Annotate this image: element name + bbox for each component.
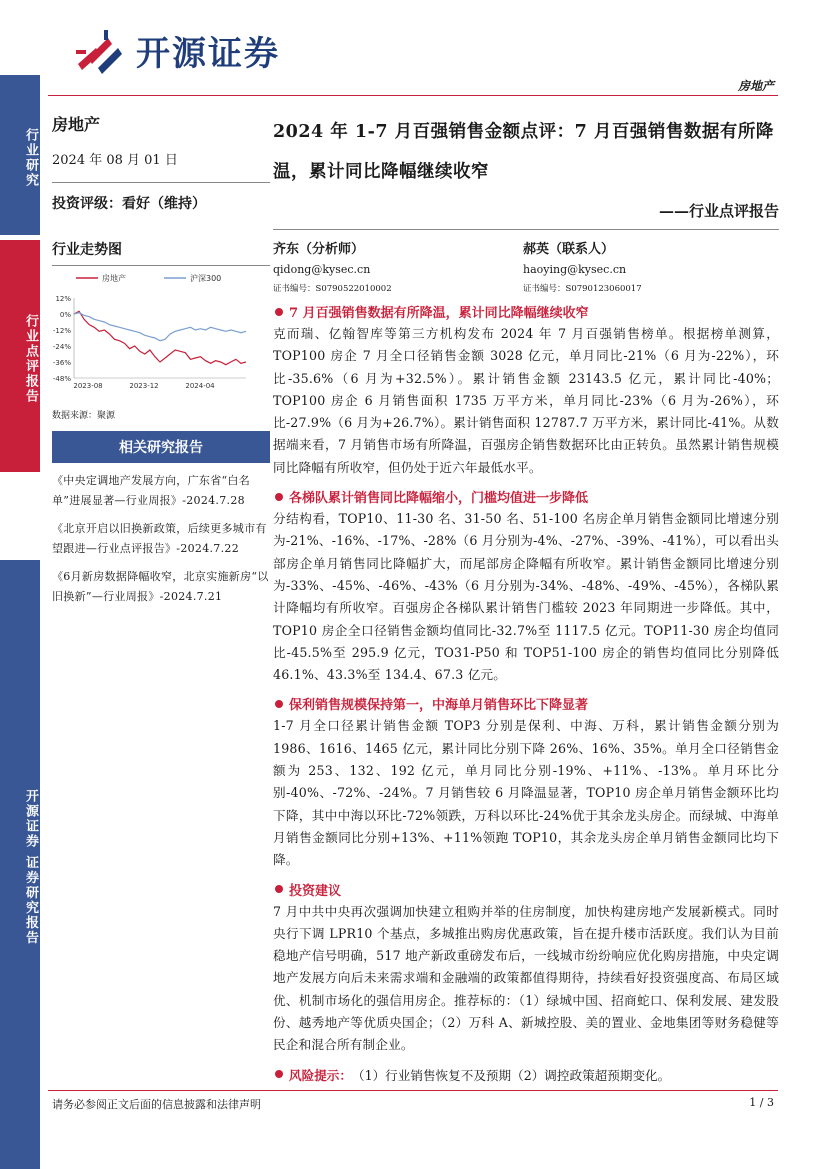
series-line [74,313,246,341]
section-heading: 保利销售规模保持第一，中海单月销售环比下降显著 [273,694,779,713]
header-sector: 房地产 [737,79,774,93]
section-body: 7 月中共中央再次强调加快建立租购并举的住房制度，加快构建房地产发展新模式。同时央行下调 LPR10 个基点，多城推出购房优惠政策，旨在提升楼市活跃度。我们认为目前稳地产信号明确，517 地产新政重磅发布后，一线城市纷纷响应优化购房措施，中央定调地产发展方向后未来需求端和金融端的政策都值得期待，持续看好投资强度高、布局区域优、机制市场化的强信用房企。推荐标的：（1）绿城中国、招商蛇口、保利发展、建发股份、越秀地产等优质央国企；（2）万科 A、新城控股、美的置业、金地集团等财务稳健等民企和混合所有制企业。 [273,903,779,1053]
risk-text: （1）行业销售恢复不及预期（2）调控政策超预期变化。 [351,1067,671,1083]
related-report-link[interactable]: 《北京开启以旧换新政策，后续更多城市有望跟进—行业点评报告》-2024.7.22 [52,522,267,555]
y-tick-label: -24% [52,343,71,351]
report-title: 2024 年 1-7 月百强销售金额点评：7 月百强销售数据有所降温，累计同比降幅继续收窄 [273,122,774,182]
series-line [74,311,246,364]
investment-rating: 投资评级：看好（维持） [52,196,206,212]
right-divider [273,229,779,230]
bullet-icon [275,1070,283,1078]
risk-warning [273,1065,779,1084]
related-report-link[interactable]: 《中央定调地产发展方向，广东省“白名单”进展显著—行业周报》-2024.7.28 [52,474,251,507]
bullet-icon [275,493,283,501]
trend-chart-title: 行业走势图 [52,239,270,266]
section-body: 分结构看，TOP10、11-30 名、31-50 名、51-100 名房企单月销售金额同比增速分别为-21%、-16%、-17%、-28%（6 月分别为-4%、-27%、-39%、-41%），可以看出头部房企单月销售同比降幅扩大，而尾部房企降幅有所收窄。累计销售金额同比增速分别为-33%、-45%、-46%、-43%（6 月分别为-34%、-48%、-49%、-45%），各梯队累计降幅均有所收窄。百强房企各梯队累计销售门槛较 2023 年同期进一步降低。其中，TOP10 房企全口径销售金额均值同比-32.7%至 1117.5 亿元。TOP11-30 房企均值同比-45.5%至 295.9 亿元，TO31-P50 和 TOP51-100 房企的销售均值同比分别降低 46.1%、43.3%至 134.4、67.3 亿元。 [273,511,779,683]
related-report-link[interactable]: 《6月新房数据降幅收窄，北京实施新房“以旧换新”—行业周报》-2024.7.21 [52,570,269,603]
legend-label: 沪深300 [190,274,222,283]
left-column [52,112,270,607]
report-type: ——行业点评报告 [658,202,779,220]
y-tick-label: 12% [55,295,71,303]
analyst-name: 齐东（分析师） [273,242,365,257]
related-reports-title: 相关研究报告 [52,431,270,463]
chart-source: 数据来源：聚源 [52,411,116,421]
brand-name: 开源证券 [136,34,280,74]
page-number: 1 / 3 [749,1096,774,1109]
bullet-icon [275,885,283,893]
section-heading: 7 月百强销售数据有所降温，累计同比降幅继续收窄 [273,302,779,321]
logo-mark-icon [74,28,126,74]
trend-chart [52,270,270,402]
analyst-block [273,238,779,294]
analyst-name: 郝英（联系人） [523,242,615,257]
footer-disclaimer: 请务必参阅正文后面的信息披露和法律声明 [52,1098,261,1111]
trend-chart-svg [52,270,252,398]
section-heading: 各梯队累计销售同比降幅缩小，门槛均值进一步降低 [273,487,779,506]
x-tick-label: 2024-04 [185,382,215,390]
y-tick-label: 0% [59,311,71,319]
analyst-cert: 证书编号：S0790522010002 [273,284,392,294]
analyst-card [273,238,523,294]
x-tick-label: 2023-08 [73,382,103,390]
analyst-email[interactable]: qidong@kysec.cn [273,263,371,276]
analyst-email[interactable]: haoying@kysec.cn [523,263,627,276]
side-band-report-type: 行业点评报告 [0,240,40,472]
left-divider [52,182,270,183]
header-divider [48,95,778,96]
section-heading: 投资建议 [273,880,779,899]
side-band-research: 行业研究 [0,75,40,235]
right-column [273,112,779,1084]
bullet-icon [275,700,283,708]
risk-label: 风险提示： [289,1067,352,1083]
report-date: 2024 年 08 月 01 日 [52,153,178,168]
analyst-cert: 证书编号：S0790123060017 [523,284,642,294]
brand-logo [74,26,280,75]
side-band-brand: 开源证券 证券研究报告 [0,560,40,1169]
analyst-card [523,238,773,294]
sector-title: 房地产 [52,115,101,134]
footer-divider [48,1090,778,1091]
y-tick-label: -36% [52,359,71,367]
legend-label: 房地产 [102,274,126,283]
bullet-icon [275,308,283,316]
section-body: 克而瑞、亿翰智库等第三方机构发布 2024 年 7 月百强销售榜单。根据榜单测算，TOP100 房企 7 月全口径销售金额 3028 亿元，单月同比-21%（6 月为-22%），环比-35.6%（6 月为+32.5%）。累计销售金额 23143.5 亿元，累计同比-40%；TOP100 房企 6 月销售面积 1735 万平方米，单月同比-23%（6 月为-26%），环比-27.9%（6 月为+26.7%）。累计销售面积 12787.7 万平方米，累计同比-41%。从数据端来看，7 月销售市场有所降温，百强房企销售数据环比由正转负。虽然累计销售规模同比降幅有所收窄，但仍处于近六年最低水平。 [273,326,779,475]
y-tick-label: -12% [52,327,71,335]
y-tick-label: -48% [52,375,71,383]
section-body: 1-7 月全口径累计销售金额 TOP3 分别是保利、中海、万科，累计销售金额分别为 1986、1616、1465 亿元，累计同比分别下降 26%、16%、35%。单月全口径销售金额为 253、132、192 亿元，单月同比分别-19%、+11%、-13%。单月环比分别-40%、-72%、-24%。7 月销售较 6 月降温显著，TOP10 房企单月销售金额环比均下降，其中中海以环比-72%领跌，万科以环比-24%优于其余龙头房企。而绿城、中海单月销售金额同比分别+13%、+11%领跑 TOP10，其余龙头房企单月销售金额同比均下降。 [273,718,779,868]
x-tick-label: 2023-12 [129,382,159,390]
